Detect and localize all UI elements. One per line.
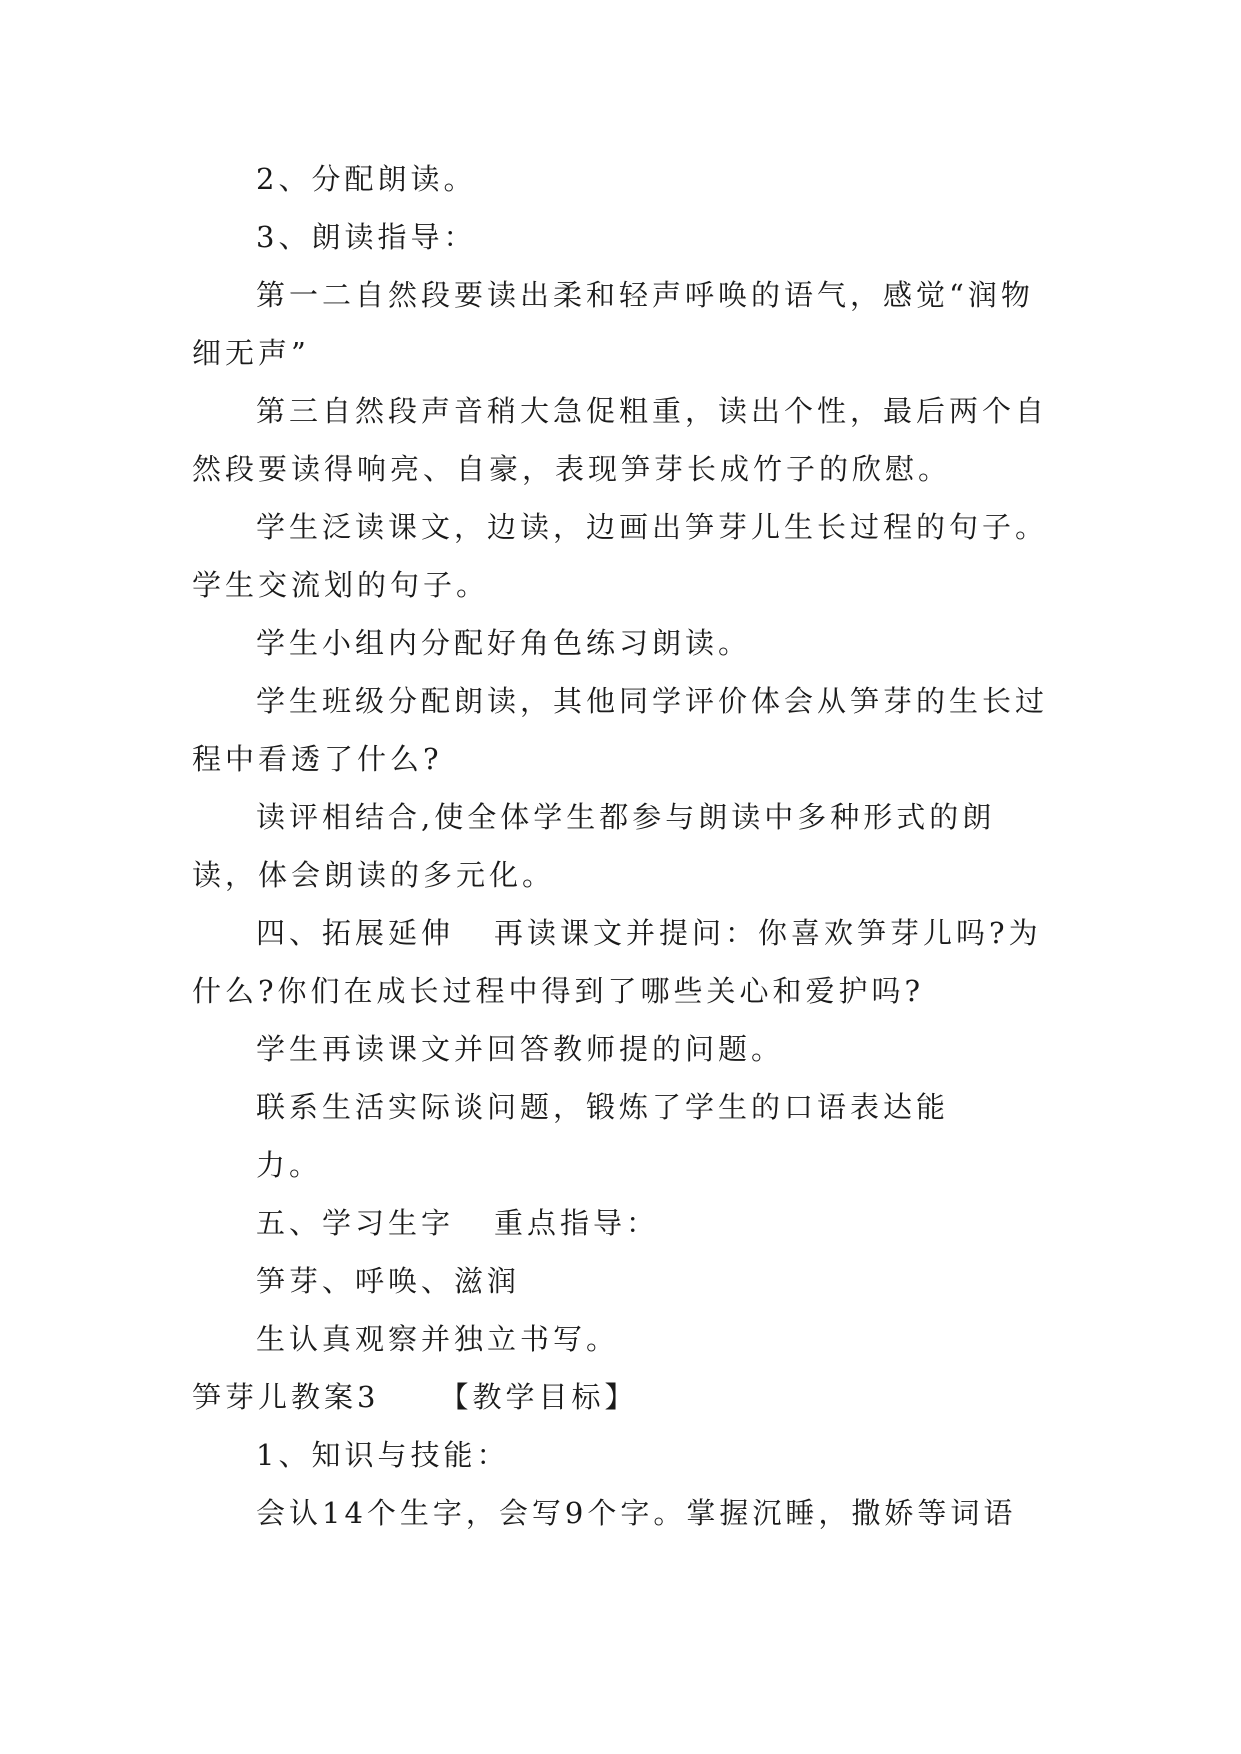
section-four-content: 再读课文并提问：你喜欢笋芽儿吗?为什么?你们在成长过程中得到了哪些关心和爱护吗? <box>192 916 1042 1008</box>
teaching-goals-label: 【教学目标】 <box>439 1380 638 1414</box>
section-five-heading: 五、学习生字 <box>256 1206 455 1240</box>
paragraph-section-five <box>192 1194 1052 1252</box>
paragraph-reading-evaluation: 读评相结合,使全体学生都参与朗读中多种形式的朗读，体会朗读的多元化。 <box>192 800 996 892</box>
document-body <box>192 150 1052 1542</box>
lesson-plan-heading <box>192 1368 1052 1426</box>
lesson-plan-title: 笋芽儿教案3 <box>192 1380 380 1414</box>
paragraph-knowledge-skills: 1、知识与技能： <box>256 1438 510 1472</box>
paragraph-class-reading: 学生班级分配朗读，其他同学评价体会从笋芽的生长过程中看透了什么? <box>192 684 1049 776</box>
paragraph-key-words: 笋芽、呼唤、滋润 <box>256 1264 521 1298</box>
paragraph-writing-practice: 生认真观察并独立书写。 <box>256 1322 620 1356</box>
paragraph-reading-tone-1: 第一二自然段要读出柔和轻声呼唤的语气，感觉“润物细无声” <box>192 278 1034 370</box>
section-five-content: 重点指导： <box>494 1206 660 1240</box>
paragraph-life-connection-end: 力。 <box>256 1148 323 1182</box>
paragraph-item-2: 2、分配朗读。 <box>256 162 477 196</box>
section-four-heading: 四、拓展延伸 <box>256 916 455 950</box>
paragraph-group-practice: 学生小组内分配好角色练习朗读。 <box>256 626 752 660</box>
paragraph-life-connection: 联系生活实际谈问题，锻炼了学生的口语表达能 <box>256 1090 950 1124</box>
paragraph-item-3: 3、朗读指导： <box>256 220 477 254</box>
paragraph-section-four <box>192 904 1052 1020</box>
paragraph-characters-goal: 会认14个生字，会写9个字。掌握沉睡，撒娇等词语 <box>256 1496 1017 1530</box>
paragraph-students-answer: 学生再读课文并回答教师提的问题。 <box>256 1032 785 1066</box>
paragraph-students-read: 学生泛读课文，边读，边画出笋芽儿生长过程的句子。学生交流划的句子。 <box>192 510 1049 602</box>
paragraph-reading-tone-2: 第三自然段声音稍大急促粗重，读出个性，最后两个自然段要读得响亮、自豪，表现笋芽长成竹子的欣慰。 <box>192 394 1049 486</box>
